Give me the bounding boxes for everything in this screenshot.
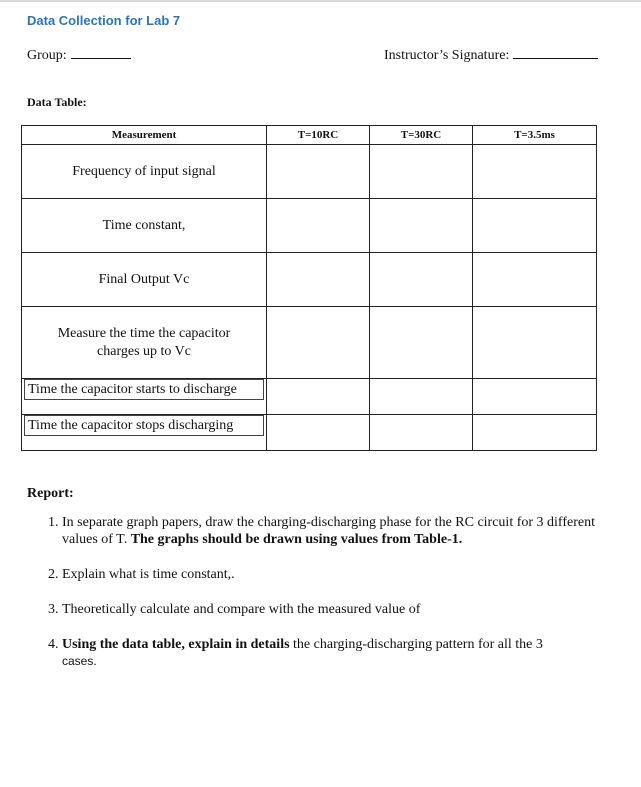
table-row <box>22 199 597 253</box>
report-item-bold: The graphs should be drawn using values from Table-1. <box>130 532 463 547</box>
group-blank-line[interactable] <box>71 58 131 59</box>
signature-label: Instructor’s Signature: <box>384 48 510 63</box>
value-cell[interactable] <box>370 307 473 379</box>
table-header-row <box>22 126 597 145</box>
value-cell[interactable] <box>473 199 597 253</box>
group-field <box>27 48 131 64</box>
report-item-text: the charging-discharging pattern for all the 3 <box>289 637 543 652</box>
report-item-bold: Using the data table, explain in details <box>62 637 290 652</box>
measurement-cell: Time constant, <box>22 199 267 253</box>
table-row <box>22 145 597 199</box>
report-item <box>62 636 622 670</box>
value-cell[interactable] <box>473 379 597 415</box>
measurement-cell: Frequency of input signal <box>22 145 267 199</box>
report-item-text: Explain what is time constant,. <box>62 567 235 582</box>
measurement-cell <box>22 307 267 379</box>
document-title: Data Collection for Lab 7 <box>27 13 181 28</box>
report-item-continuation: cases. <box>62 654 97 668</box>
measurement-cell <box>22 415 267 451</box>
group-label: Group: <box>27 48 67 63</box>
measurement-text-box: Time the capacitor starts to discharge <box>24 379 264 400</box>
value-cell[interactable] <box>473 253 597 307</box>
table-row <box>22 415 597 451</box>
value-cell[interactable] <box>267 145 370 199</box>
value-cell[interactable] <box>473 307 597 379</box>
data-table <box>21 125 597 451</box>
value-cell[interactable] <box>370 199 473 253</box>
measurement-line: Measure the time the capacitor <box>57 325 231 341</box>
table-row <box>22 253 597 307</box>
report-item <box>62 566 622 583</box>
measurement-cell: Final Output Vc <box>22 253 267 307</box>
report-item <box>62 601 622 618</box>
signature-blank-line[interactable] <box>513 58 598 59</box>
value-cell[interactable] <box>267 379 370 415</box>
value-cell[interactable] <box>473 145 597 199</box>
signature-field <box>384 48 598 64</box>
header-measurement: Measurement <box>22 126 267 145</box>
value-cell[interactable] <box>473 415 597 451</box>
header-t-30rc: T=30RC <box>370 126 473 145</box>
report-item <box>62 514 622 548</box>
value-cell[interactable] <box>267 199 370 253</box>
data-table-label: Data Table: <box>27 95 87 109</box>
value-cell[interactable] <box>370 415 473 451</box>
header-t-3-5ms: T=3.5ms <box>473 126 597 145</box>
report-item-text: In separate graph papers, draw the charging-discharging phase for the RC circuit for 3 different values of T. <box>62 515 595 547</box>
report-list <box>42 514 622 688</box>
value-cell[interactable] <box>267 415 370 451</box>
table-row <box>22 379 597 415</box>
value-cell[interactable] <box>370 379 473 415</box>
value-cell[interactable] <box>267 307 370 379</box>
header-t-10rc: T=10RC <box>267 126 370 145</box>
measurement-text-box: Time the capacitor stops discharging <box>24 415 264 436</box>
measurement-line: charges up to Vc <box>97 343 191 359</box>
report-heading: Report: <box>27 486 74 501</box>
measurement-cell <box>22 379 267 415</box>
value-cell[interactable] <box>267 253 370 307</box>
page-top-border <box>0 0 641 2</box>
value-cell[interactable] <box>370 253 473 307</box>
table-row <box>22 307 597 379</box>
value-cell[interactable] <box>370 145 473 199</box>
report-item-text: Theoretically calculate and compare with the measured value of <box>62 602 421 617</box>
